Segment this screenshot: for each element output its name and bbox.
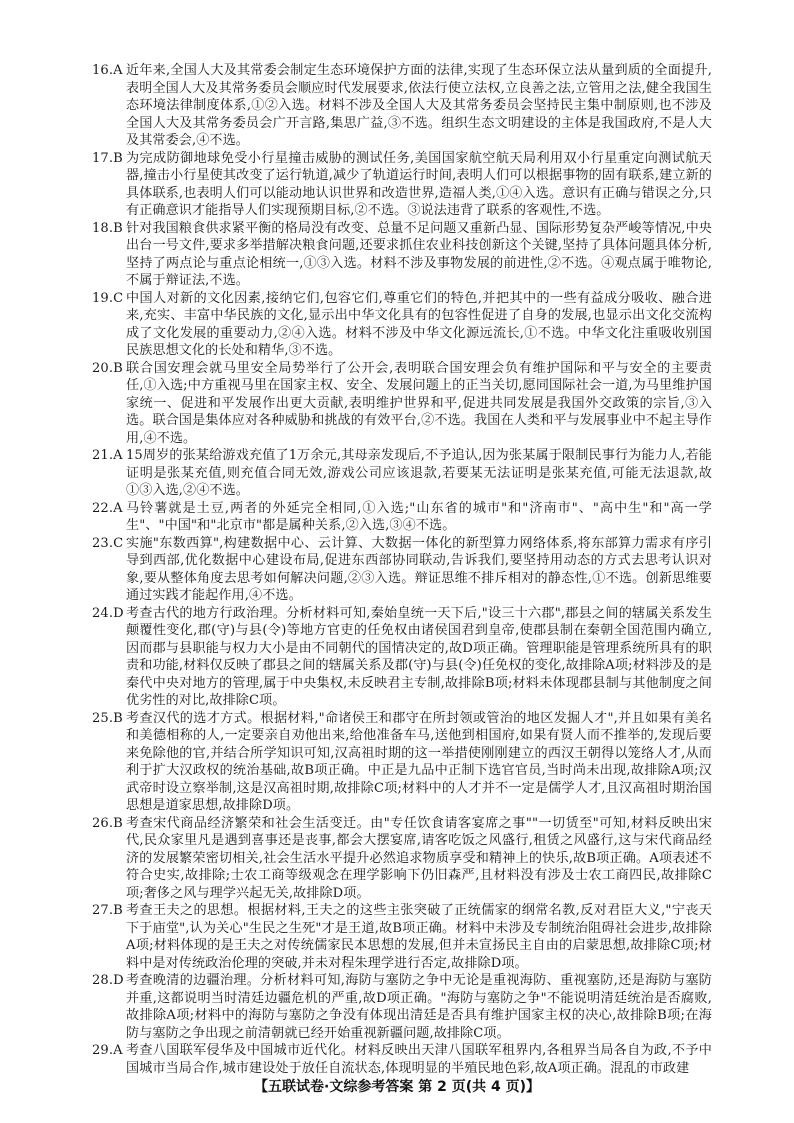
answer-item [92, 220, 712, 290]
answer-text: 近年来,全国人大及其常委会制定生态环境保护方面的法律,实现了生态环保立法从量到质的全面提升,表明全国人大及其常务委员会顺应时代发展要求,依法行使立法权,立良善之法,立管用之法,健全我国生态环境法律制度体系,①②入选。材料不涉及全国人大及其常务委员会坚持民主集中制原则,也不涉及全国人大及其常务委员会广开言路,集思广益,③不选。组织生态文明建设的主体是我国政府,不是人大及其常委会,④不选。 [126, 63, 712, 148]
answer-number: 21.A [92, 448, 123, 463]
page-footer: 【五联试卷·文综参考答案 第 2 页(共 4 页)】 [254, 1079, 540, 1095]
answer-number: 23.C [92, 535, 124, 551]
answer-item [92, 150, 712, 220]
answer-item [92, 535, 712, 605]
answer-text: 考查古代的地方行政治理。分析材料可知,秦始皇统一天下后,"设三十六郡",郡县之间的辖属关系发生颠覆性变化,郡(守)与县(令)等地方官吏的任免权由诸侯国君到皇帝,使郡县制在秦朝全国范围内确立,因而郡与县职能与权力大小是由不同朝代的国情决定的,故D项正确。管理职能是管理系统所具有的职责和功能,材料仅反映了郡县之间的辖属关系及郡(守)与县(令)任免权的变化,故排除A项;材料涉及的是秦代中央对地方的管理,属于中央集权,未反映君主专制,故排除B项;材料未体现郡县制与其他制度之间优劣性的对比,故排除C项。 [126, 605, 712, 708]
answer-text: 针对我国粮食供求紧平衡的格局没有改变、总量不足问题又重新凸显、国际形势复杂严峻等情况,中央出台一号文件,要求多举措解决粮食问题,还要求抓住农业科技创新这个关键,坚持了具体问题具体分析,坚持了两点论与重点论相统一,①③入选。材料不涉及事物发展的前进性,②不选。④观点属于唯物论,不属于辩证法,不选。 [126, 220, 712, 288]
answer-number: 27.B [92, 903, 123, 918]
answer-text: 马铃薯就是土豆,两者的外延完全相同,①入选;"山东省的城市"和"济南市"、"高中生"和"高一学生"、"中国"和"北京市"都是属种关系,②入选,③④不选。 [126, 500, 712, 533]
answer-item [92, 500, 712, 535]
answer-number: 26.B [92, 815, 123, 831]
answer-text: 中国人对新的文化因素,接纳它们,包容它们,尊重它们的特色,并把其中的一些有益成分吸收、融合进来,充实、丰富中华民族的文化,显示出中华文化具有的包容性促进了自身的发展,也显示出文化交流构成了文化发展的重要动力,②④入选。材料不涉及中华文化源远流长,①不选。中华文化注重吸收别国民族思想文化的长处和精华,③不选。 [126, 290, 712, 358]
answer-number: 20.B [92, 360, 123, 376]
answer-number: 18.B [92, 220, 123, 236]
answer-number: 16.A [92, 63, 123, 78]
answer-item [92, 972, 712, 1042]
answer-number: 24.D [92, 605, 124, 621]
answer-item [92, 62, 712, 150]
answer-text: 考查晚清的边疆治理。分析材料可知,海防与塞防之争中无论是重视海防、重视塞防,还是海防与塞防并重,这都说明当时清廷边疆危机的严重,故D项正确。"海防与塞防之争"不能说明清廷统治是否腐败,故排除A项;材料中的海防与塞防之争没有体现出清廷是否具有维护国家主权的决心,故排除B项;在海防与塞防之争出现之前清朝就已经开始重视新疆问题,故排除C项。 [126, 973, 712, 1041]
answer-item [92, 605, 712, 710]
answer-number: 25.B [92, 710, 123, 726]
answer-text: 考查八国联军侵华及中国城市近代化。材料反映出天津八国联军租界内,各租界当局各自为政,不予中国城市当局合作,城市建设处于放任自流状态,体现明显的半殖民地色彩,故A项正确。混乱的市政建 [126, 1043, 712, 1076]
answer-text: 为完成防御地球免受小行星撞击威胁的测试任务,美国国家航空航天局利用双小行星重定向测试航天器,撞击小行星使其改变了运行轨道,减少了轨道运行时间,表明人们可以根据事物的固有联系,建立新的具体联系,也表明人们可以能动地认识世界和改造世界,造福人类,①④入选。意识有正确与错误之分,只有正确意识才能指导人们实现预期目标,②不选。③说法违背了联系的客观性,不选。 [126, 150, 712, 218]
answer-text: 考查王夫之的思想。根据材料,王夫之的这些主张突破了正统儒家的纲常名教,反对君臣大义,"宁丧天下于庙堂",认为关心"生民之生死"才是王道,故B项正确。材料中未涉及专制统治阻碍社会进步,故排除A项;材料体现的是王夫之对传统儒家民本思想的发展,但并未宣扬民主自由的启蒙思想,故排除C项;材料中是对传统政治伦理的突破,并未对程朱理学进行否定,故排除D项。 [126, 903, 712, 971]
answer-text: 15周岁的张某给游戏充值了1万余元,其母亲发现后,不予追认,因为张某属于限制民事行为能力人,若能证明是张某充值,则充值合同无效,游戏公司应该退款,若要某无法证明是张某充值,可能无法退款,故①③入选,②④不选。 [126, 448, 712, 498]
answer-item [92, 815, 712, 903]
answer-item [92, 710, 712, 815]
answer-number: 17.B [92, 150, 123, 166]
answer-text: 考查宋代商品经济繁荣和社会生活变迁。由"专任饮食请客宴席之事""一切赁至"可知,材料反映出宋代,民众家里凡是遇到喜事还是丧事,都会大摆宴席,请客吃饭之风盛行,租赁之风盛行,这与宋代商品经济的发展繁荣密切相关,社会生活水平提升必然追求物质享受和精神上的快乐,故B项正确。A项表述不符合史实,故排除;士农工商等级观念在理学影响下仍旧森严,且材料没有涉及士农工商四民,故排除C项;奢侈之风与理学兴起无关,故排除D项。 [126, 815, 712, 901]
answer-number: 19.C [92, 290, 124, 306]
answer-text: 考查汉代的选才方式。根据材料,"命诸侯王和郡守在所封领或管治的地区发掘人才",并且如果有美名和美德相称的人,一定要亲自劝他出来,给他准备车马,送他到相国府,如果有贤人而不推举的,发现后要来免除他的官,并结合所学知识可知,汉高祖时期的这一举措使刚刚建立的西汉王朝得以笼络人才,从而利于扩大汉政权的统治基础,故B项正确。中正是九品中正制下选官官员,当时尚未出现,故排除A项;汉武帝时设立察举制,这是汉高祖时期,故排除C项;材料中的人才并不一定是儒学人才,且汉高祖时期治国思想是道家思想,故排除D项。 [126, 710, 712, 813]
answer-item [92, 1042, 712, 1077]
answer-text: 联合国安理会就马里安全局势举行了公开会,表明联合国安理会负有维护国际和平与安全的主要责任,①入选;中方重视马里在国家主权、安全、发展问题上的正当关切,愿同国际社会一道,为马里维护国家统一、促进和平发展作出更大贡献,表明维护世界和平,促进共同发展是我国外交政策的宗旨,③入选。联合国是集体应对各种威胁和挑战的有效平台,②不选。我国在人类和平与发展事业中不起主导作用,④不选。 [126, 360, 712, 446]
answer-item [92, 902, 712, 972]
answer-text: 实施"东数西算",构建数据中心、云计算、大数据一体化的新型算力网络体系,将东部算力需求有序引导到西部,优化数据中心建设布局,促进东西部协同联动,告诉我们,要坚持用动态的方式去思考认识对象,要从整体角度去思考如何解决问题,②③入选。辩证思维不排斥相对的静态性,①不选。创新思维要通过实践才能起作用,④不选。 [126, 535, 712, 603]
answer-number: 28.D [92, 973, 124, 988]
answer-number: 29.A [92, 1043, 123, 1058]
answer-number: 22.A [92, 500, 123, 516]
answer-item [92, 447, 712, 500]
answer-item [92, 360, 712, 448]
answer-list [92, 62, 712, 1077]
answer-item [92, 290, 712, 360]
